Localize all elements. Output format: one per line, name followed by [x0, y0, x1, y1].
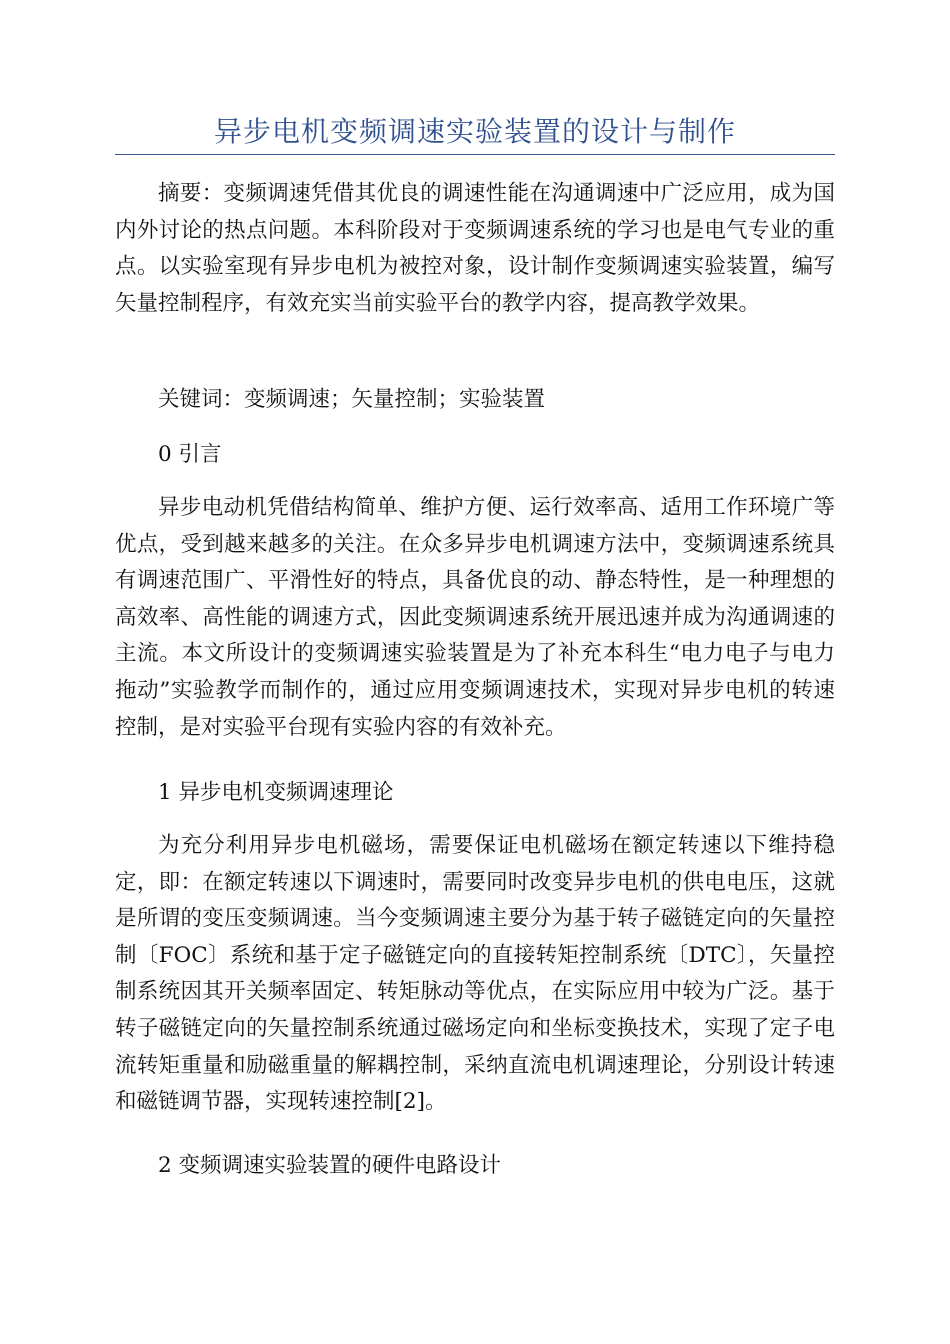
section-1-paragraph: 为充分利用异步电机磁场，需要保证电机磁场在额定转速以下维持稳定，即：在额定转速以下调速时，需要同时改变异步电机的供电电压，这就是所谓的变压变频调速。当今变频调速主要分为基于转子磁链定向的矢量控制〔FOC〕系统和基于定子磁链定向的直接转矩控制系统〔DTC〕，矢量控制系统因其开关频率固定、转矩脉动等优点，在实际应用中较为广泛。基于转子磁链定向的矢量控制系统通过磁场定向和坐标变换技术，实现了定子电流转矩重量和励磁重量的解耦控制，采纳直流电机调速理论，分别设计转速和磁链调节器，实现转速控制[2]。	[115, 833, 835, 1115]
section-1-heading: 1 异步电机变频调速理论	[158, 780, 394, 805]
keywords-line: 关键词：变频调速；矢量控制；实验装置	[158, 387, 546, 412]
document-title: 异步电机变频调速实验装置的设计与制作	[213, 115, 736, 148]
title-underline	[115, 154, 835, 155]
section-2-heading: 2 变频调速实验装置的硬件电路设计	[158, 1153, 502, 1178]
section-0-heading: 0 引言	[158, 442, 222, 467]
section-0-paragraph: 异步电动机凭借结构简单、维护方便、运行效率高、适用工作环境广等优点，受到越来越多的关注。在众多异步电机调速方法中，变频调速系统具有调速范围广、平滑性好的特点，具备优良的动、静态特性，是一种理想的高效率、高性能的调速方式，因此变频调速系统开展迅速并成为沟通调速的主流。本文所设计的变频调速实验装置是为了补充本科生“电力电子与电力拖动”实验教学而制作的，通过应用变频调速技术，实现对异步电机的转速控制，是对实验平台现有实验内容的有效补充。	[115, 495, 835, 740]
abstract-paragraph: 摘要：变频调速凭借其优良的调速性能在沟通调速中广泛应用，成为国内外讨论的热点问题。本科阶段对于变频调速系统的学习也是电气专业的重点。以实验室现有异步电机为被控对象，设计制作变频调速实验装置，编写矢量控制程序，有效充实当前实验平台的教学内容，提高教学效果。	[115, 181, 835, 316]
